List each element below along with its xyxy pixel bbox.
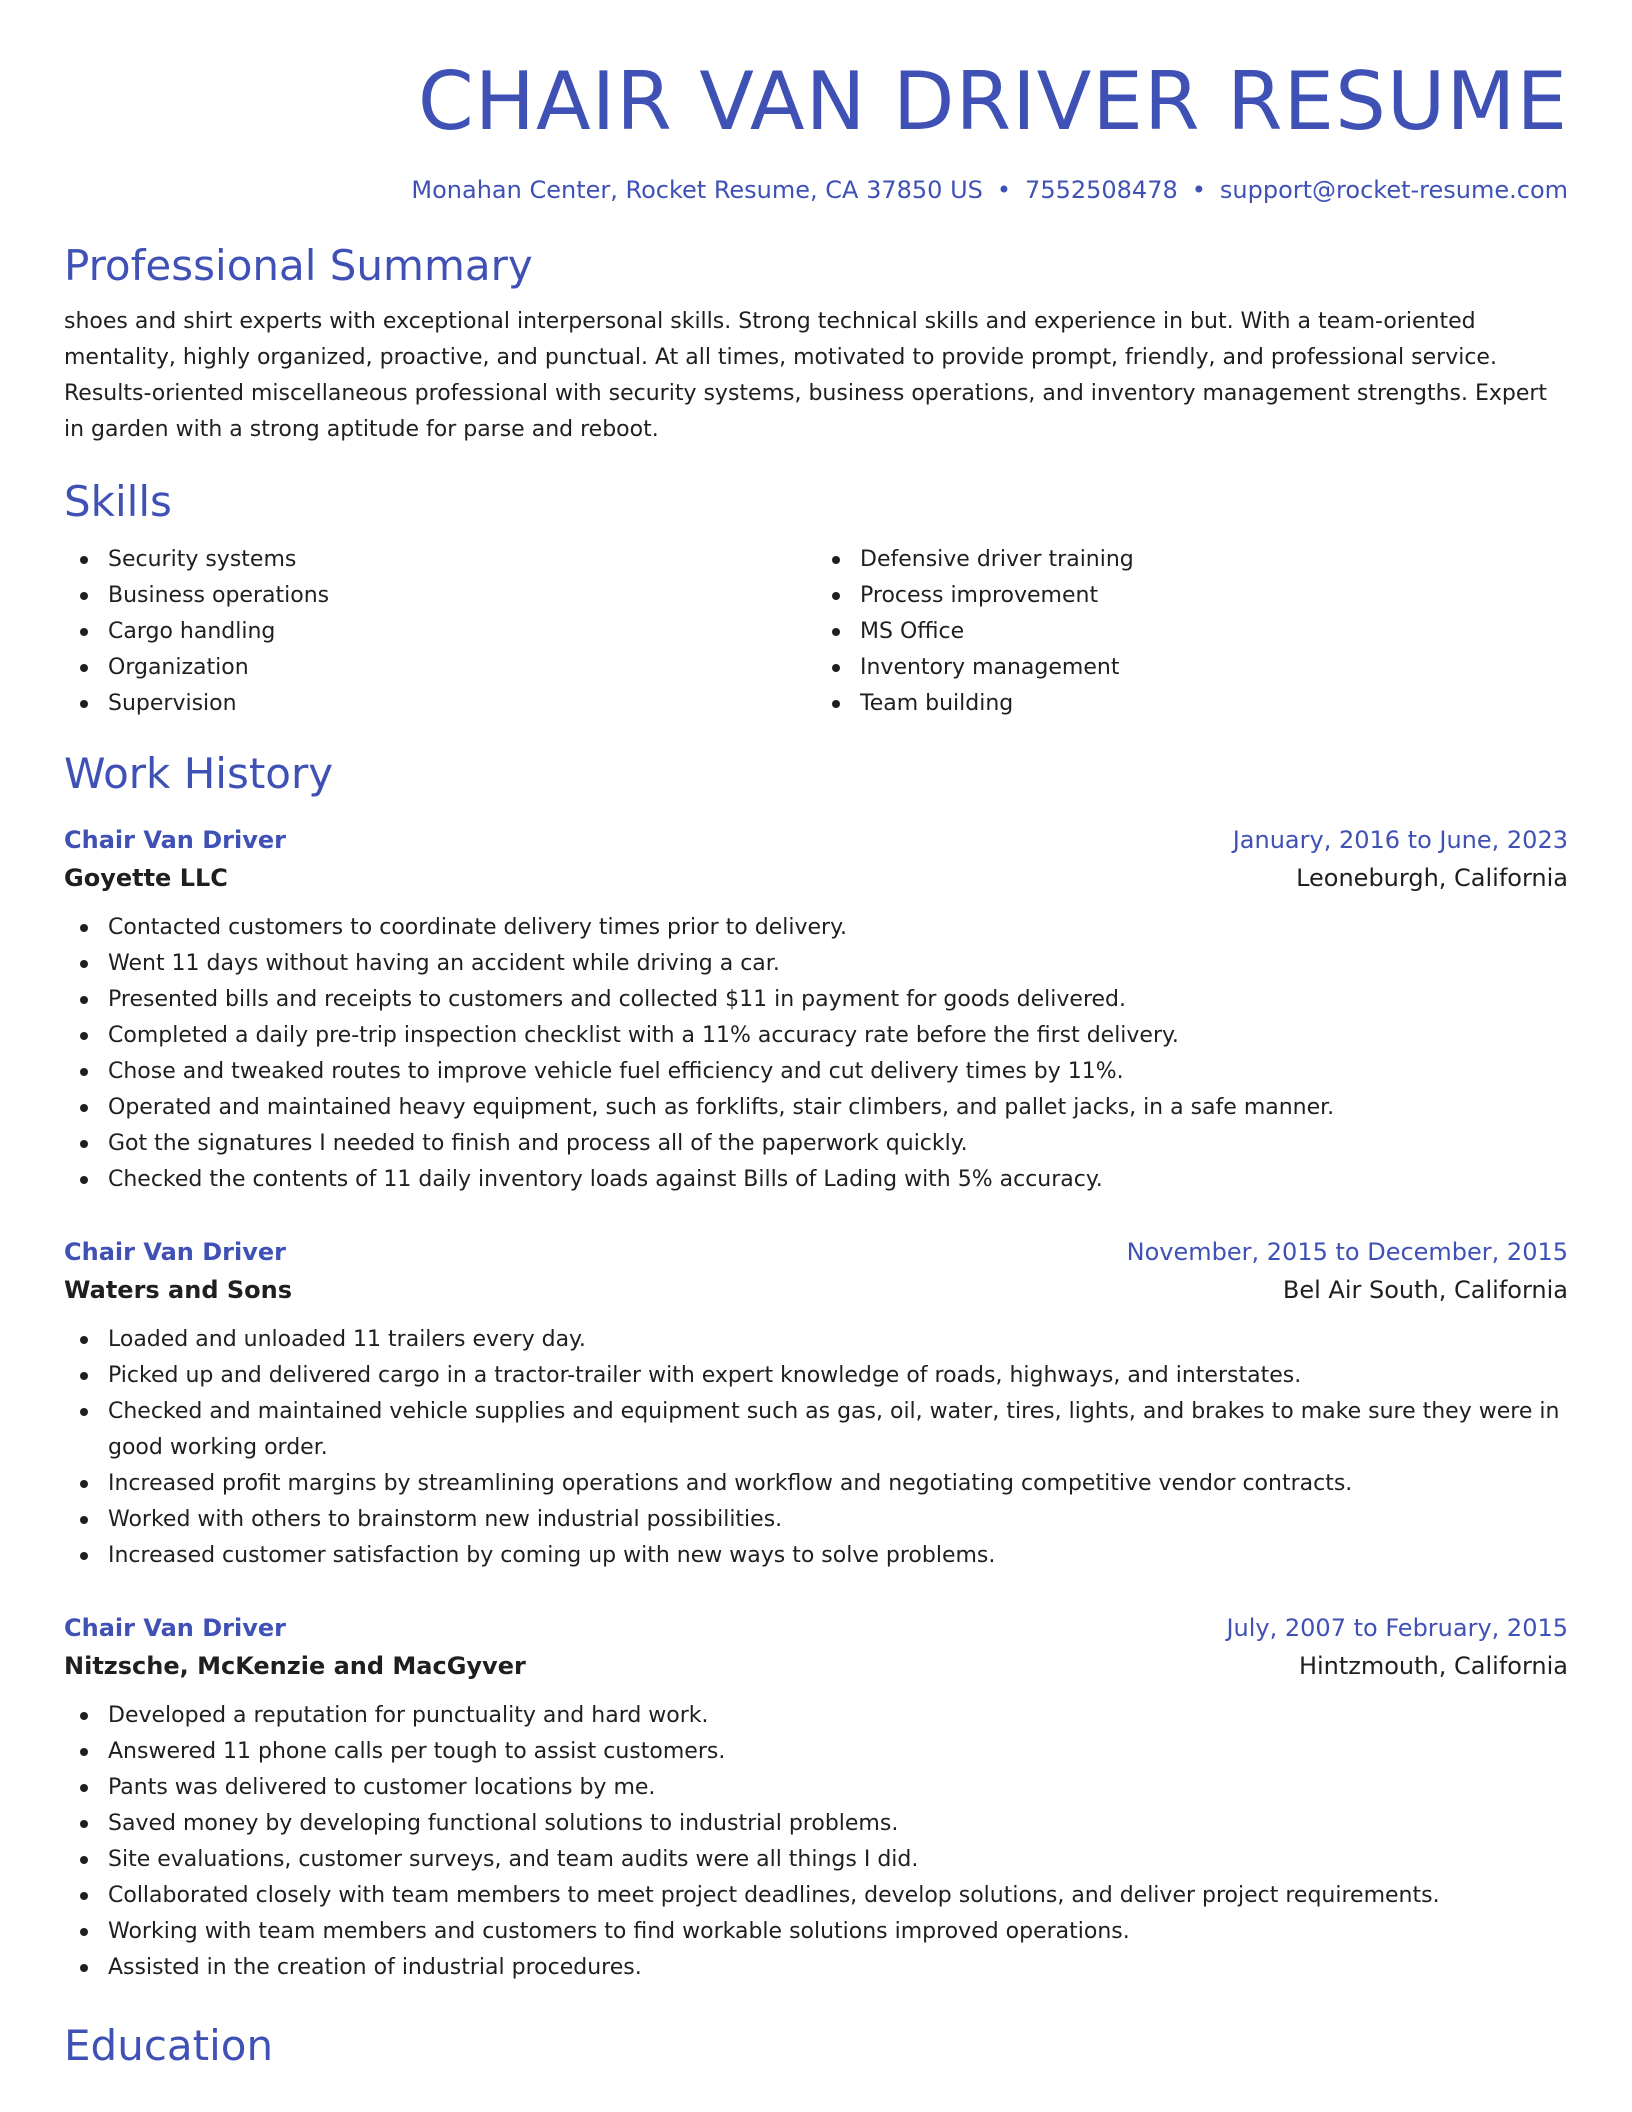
contact-separator: • bbox=[1191, 176, 1206, 204]
skill-item: Team building bbox=[816, 686, 1568, 722]
job-bullet: Checked the contents of 11 daily inventory loads against Bills of Lading with 5% accuracy. bbox=[64, 1162, 1568, 1198]
job-dates: November, 2015 to December, 2015 bbox=[1126, 1238, 1568, 1266]
skills-heading: Skills bbox=[64, 477, 172, 526]
resume-name: CHAIR VAN DRIVER RESUME bbox=[417, 55, 1568, 148]
job-company-row bbox=[64, 1270, 1568, 1310]
job-bullet: Pants was delivered to customer locations by me. bbox=[64, 1770, 1568, 1806]
job-bullet: Answered 11 phone calls per tough to assist customers. bbox=[64, 1734, 1568, 1770]
skills-column-left bbox=[64, 542, 816, 722]
contact-address: Monahan Center, Rocket Resume, CA 37850 US bbox=[411, 176, 983, 204]
work-history-heading: Work History bbox=[64, 749, 334, 798]
skills-section bbox=[64, 476, 1568, 722]
job-company: Goyette LLC bbox=[64, 864, 228, 892]
skills-grid bbox=[64, 542, 1568, 722]
job-bullet: Worked with others to brainstorm new industrial possibilities. bbox=[64, 1502, 1568, 1538]
job-location: Bel Air South, California bbox=[1282, 1276, 1568, 1304]
job-bullet: Working with team members and customers to find workable solutions improved operations. bbox=[64, 1914, 1568, 1950]
job-bullet: Checked and maintained vehicle supplies and equipment such as gas, oil, water, tires, lights, and brakes to make sure they were in good working order. bbox=[64, 1394, 1568, 1466]
job-title: Chair Van Driver bbox=[64, 1614, 286, 1642]
job-title: Chair Van Driver bbox=[64, 1238, 286, 1266]
summary-section bbox=[64, 240, 1568, 448]
contact-email: support@rocket-resume.com bbox=[1219, 176, 1568, 204]
skill-item: Supervision bbox=[64, 686, 816, 722]
skill-item: Process improvement bbox=[816, 578, 1568, 614]
job-bullet: Site evaluations, customer surveys, and team audits were all things I did. bbox=[64, 1842, 1568, 1878]
job-dates: July, 2007 to February, 2015 bbox=[1226, 1614, 1568, 1642]
skill-item: Business operations bbox=[64, 578, 816, 614]
job-bullet: Collaborated closely with team members to meet project deadlines, develop solutions, and deliver project requirements. bbox=[64, 1878, 1568, 1914]
job-bullet: Chose and tweaked routes to improve vehicle fuel efficiency and cut delivery times by 11%. bbox=[64, 1054, 1568, 1090]
job-company-row bbox=[64, 1646, 1568, 1686]
contact-phone: 7552508478 bbox=[1025, 176, 1178, 204]
job-bullet: Loaded and unloaded 11 trailers every day. bbox=[64, 1322, 1568, 1358]
skill-item: Cargo handling bbox=[64, 614, 816, 650]
job-bullets bbox=[64, 1322, 1568, 1574]
skill-item: Security systems bbox=[64, 542, 816, 578]
job-bullet: Got the signatures I needed to finish and process all of the paperwork quickly. bbox=[64, 1126, 1568, 1162]
contact-line bbox=[64, 174, 1568, 206]
job-title: Chair Van Driver bbox=[64, 826, 286, 854]
job-entry bbox=[64, 822, 1568, 1198]
job-bullet: Contacted customers to coordinate delivery times prior to delivery. bbox=[64, 910, 1568, 946]
job-company: Waters and Sons bbox=[64, 1276, 292, 1304]
job-location: Leoneburgh, California bbox=[1296, 864, 1568, 892]
work-history-section bbox=[64, 748, 1568, 1986]
job-entry bbox=[64, 1610, 1568, 1986]
job-bullets bbox=[64, 1698, 1568, 1986]
skills-column-right bbox=[816, 542, 1568, 722]
education-heading: Education bbox=[64, 2021, 274, 2070]
job-company: Nitzsche, McKenzie and MacGyver bbox=[64, 1652, 526, 1680]
job-bullet: Presented bills and receipts to customers and collected $11 in payment for goods delivered. bbox=[64, 982, 1568, 1018]
skill-item: MS Office bbox=[816, 614, 1568, 650]
job-dates: January, 2016 to June, 2023 bbox=[1232, 826, 1568, 854]
job-bullet: Went 11 days without having an accident while driving a car. bbox=[64, 946, 1568, 982]
summary-heading: Professional Summary bbox=[64, 241, 533, 290]
job-title-row bbox=[64, 822, 1568, 858]
skill-item: Defensive driver training bbox=[816, 542, 1568, 578]
skill-item: Organization bbox=[64, 650, 816, 686]
job-entry bbox=[64, 1234, 1568, 1574]
job-bullet: Assisted in the creation of industrial procedures. bbox=[64, 1950, 1568, 1986]
summary-text: shoes and shirt experts with exceptional interpersonal skills. Strong technical skills and experience in but. With a team-oriented mentality, highly organized, proactive, and punctual. At all times, motivated to provide prompt, friendly, and professional service. Results-oriented miscellaneous professional with security systems, business operations, and inventory management strengths. Expert in garden with a strong aptitude for parse and reboot. bbox=[64, 309, 1548, 442]
education-section bbox=[64, 2020, 1568, 2072]
job-bullet: Increased customer satisfaction by coming up with new ways to solve problems. bbox=[64, 1538, 1568, 1574]
job-bullet: Picked up and delivered cargo in a tractor-trailer with expert knowledge of roads, highways, and interstates. bbox=[64, 1358, 1568, 1394]
job-company-row bbox=[64, 858, 1568, 898]
job-bullet: Completed a daily pre-trip inspection checklist with a 11% accuracy rate before the first delivery. bbox=[64, 1018, 1568, 1054]
job-title-row bbox=[64, 1610, 1568, 1646]
resume-header bbox=[64, 0, 1568, 206]
job-bullet: Increased profit margins by streamlining operations and workflow and negotiating competitive vendor contracts. bbox=[64, 1466, 1568, 1502]
job-bullets bbox=[64, 910, 1568, 1198]
contact-separator: • bbox=[996, 176, 1012, 204]
job-bullet: Developed a reputation for punctuality and hard work. bbox=[64, 1698, 1568, 1734]
job-bullet: Saved money by developing functional solutions to industrial problems. bbox=[64, 1806, 1568, 1842]
skill-item: Inventory management bbox=[816, 650, 1568, 686]
job-title-row bbox=[64, 1234, 1568, 1270]
job-bullet: Operated and maintained heavy equipment, such as forklifts, stair climbers, and pallet jacks, in a safe manner. bbox=[64, 1090, 1568, 1126]
job-location: Hintzmouth, California bbox=[1298, 1652, 1568, 1680]
